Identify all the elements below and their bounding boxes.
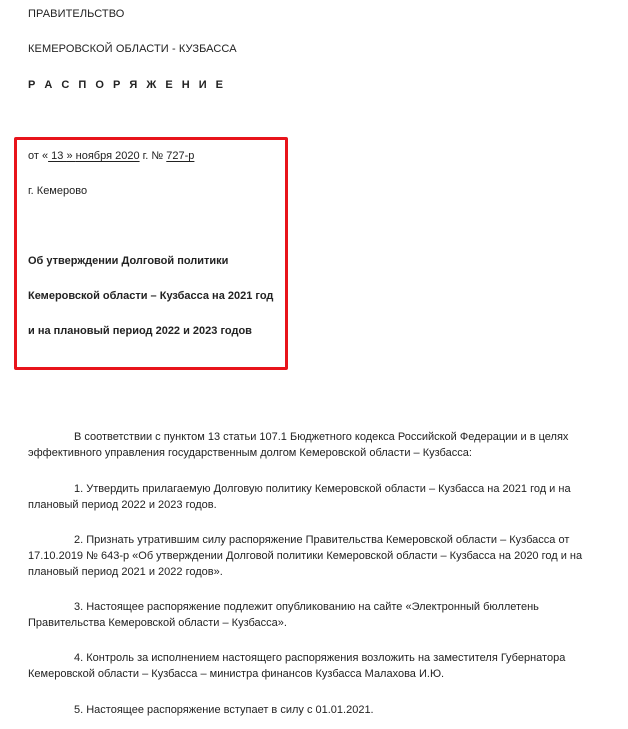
item-1-line-2: плановый период 2022 и 2023 годов. bbox=[28, 499, 217, 511]
item-4-line-1: 4. Контроль за исполнением настоящего распоряжения возложить на заместителя Губернатора bbox=[74, 652, 566, 664]
item-2-line-2: 17.10.2019 № 643-р «Об утверждении Долговой политики Кемеровской области – Кузбасса на 2020 год и на bbox=[28, 550, 583, 562]
item-3-line-1: 3. Настоящее распоряжение подлежит опубликованию на сайте «Электронный бюллетень bbox=[74, 601, 539, 613]
government-heading: ПРАВИТЕЛЬСТВО bbox=[28, 8, 125, 20]
item-4-line-2: Кемеровской области – Кузбасса – министра финансов Кузбасса Малахова И.Ю. bbox=[28, 668, 445, 680]
item-2-line-1: 2. Признать утратившим силу распоряжение Правительства Кемеровской области – Кузбасса от bbox=[74, 534, 570, 546]
document-type-heading: Р А С П О Р Я Ж Е Н И Е bbox=[28, 79, 227, 91]
item-1-line-1: 1. Утвердить прилагаемую Долговую политику Кемеровской области – Кузбасса на 2021 год и на bbox=[74, 483, 571, 495]
decree-number: 727-р bbox=[166, 150, 195, 162]
decree-date-line bbox=[28, 150, 194, 162]
item-5-line-1: 5. Настоящее распоряжение вступает в силу с 01.01.2021. bbox=[74, 704, 374, 716]
item-2-line-3: плановый период 2021 и 2022 годов». bbox=[28, 566, 223, 578]
decree-title-line-1: Об утверждении Долговой политики bbox=[28, 255, 229, 267]
date-year-suffix: г. № bbox=[139, 150, 167, 162]
intro-line-2: эффективного управления государственным долгом Кемеровской области – Кузбасса: bbox=[28, 447, 472, 459]
region-heading: КЕМЕРОВСКОЙ ОБЛАСТИ - КУЗБАССА bbox=[28, 43, 237, 55]
date-prefix: от « bbox=[28, 150, 49, 162]
decree-title-line-2: Кемеровской области – Кузбасса на 2021 год bbox=[28, 290, 274, 302]
date-day: 13 bbox=[48, 150, 67, 162]
decree-title-line-3: и на плановый период 2022 и 2023 годов bbox=[28, 325, 252, 337]
decree-city: г. Кемерово bbox=[28, 185, 88, 197]
date-month-year: ноября 2020 bbox=[75, 150, 140, 162]
date-mid: » bbox=[66, 150, 76, 162]
item-3-line-2: Правительства Кемеровской области – Кузбасса». bbox=[28, 617, 287, 629]
intro-line-1: В соответствии с пунктом 13 статьи 107.1 Бюджетного кодекса Российской Федерации и в целях bbox=[74, 431, 569, 443]
